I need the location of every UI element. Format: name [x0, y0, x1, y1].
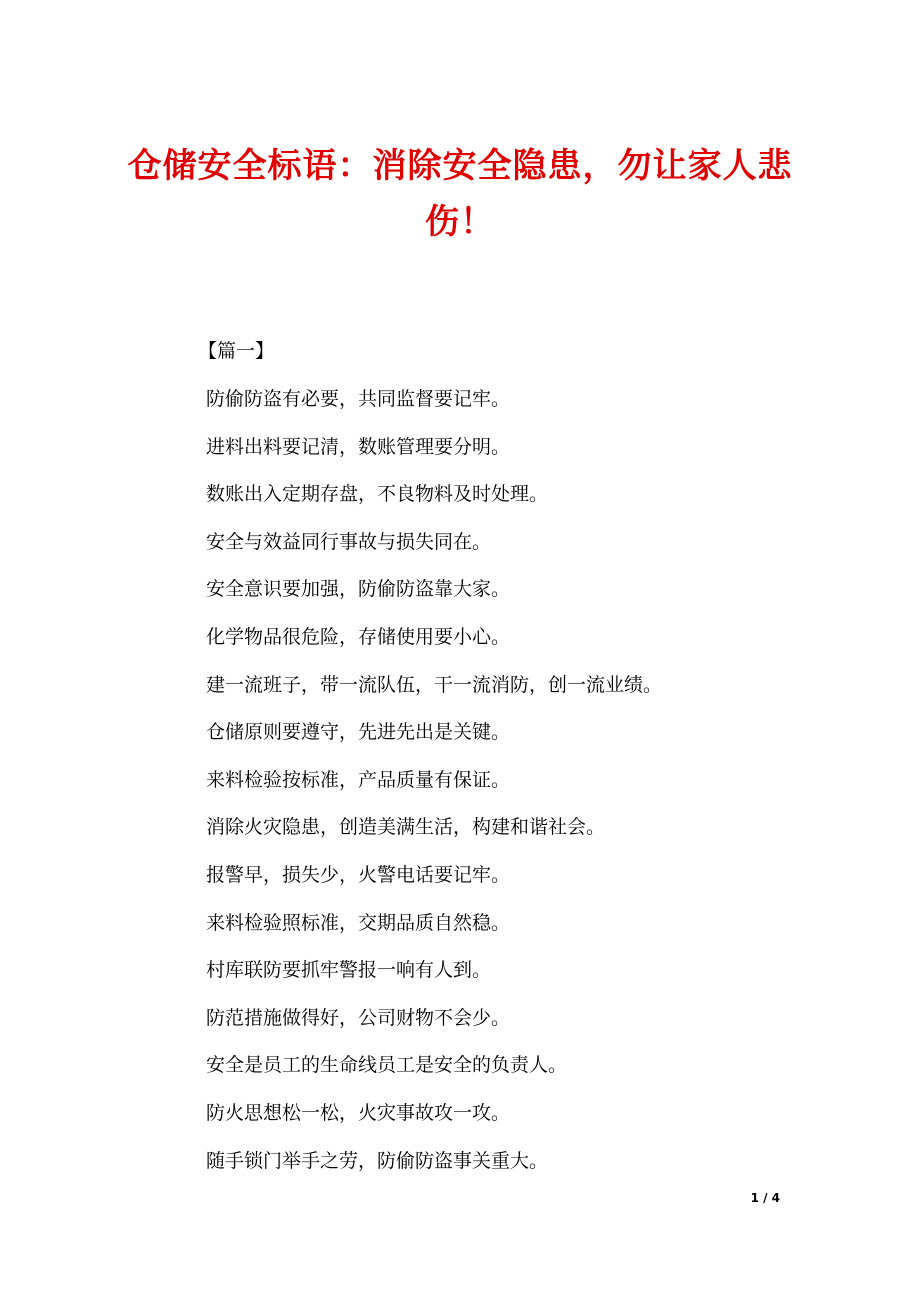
document-title: 仓储安全标语：消除安全隐患，勿让家人悲伤！	[127, 146, 793, 242]
slogan-line: 安全是员工的生命线员工是安全的负责人。	[206, 1054, 568, 1077]
slogan-line: 防火思想松一松，火灾事故攻一攻。	[206, 1101, 511, 1124]
slogan-line: 随手锁门举手之劳，防偷防盗事关重大。	[206, 1149, 549, 1172]
slogan-line: 化学物品很危险，存储使用要小心。	[206, 625, 511, 648]
slogan-line: 防偷防盗有必要，共同监督要记牢。	[206, 388, 511, 410]
slogan-line: 消除火灾隐患，创造美满生活，构建和谐社会。	[206, 816, 606, 839]
slogan-line: 来料检验照标准，交期品质自然稳。	[206, 911, 511, 934]
slogan-line: 建一流班子，带一流队伍，干一流消防，创一流业绩。	[206, 673, 663, 696]
slogan-line: 安全与效益同行事故与损失同在。	[206, 530, 492, 553]
section-label: 【篇一】	[198, 340, 275, 362]
slogan-line: 数账出入定期存盘，不良物料及时处理。	[206, 483, 549, 506]
slogan-line: 防范措施做得好，公司财物不会少。	[206, 1006, 511, 1029]
slogan-line: 进料出料要记清，数账管理要分明。	[206, 435, 511, 458]
slogan-list	[206, 382, 662, 1191]
slogan-line: 报警早，损失少，火警电话要记牢。	[206, 863, 511, 886]
slogan-line: 安全意识要加强，防偷防盗靠大家。	[206, 578, 511, 601]
slogan-line: 来料检验按标准，产品质量有保证。	[206, 768, 511, 791]
page-number: 1 / 4	[750, 1191, 780, 1205]
slogan-line: 仓储原则要遵守，先进先出是关键。	[206, 721, 511, 744]
slogan-line: 村库联防要抓牢警报一响有人到。	[206, 959, 492, 982]
